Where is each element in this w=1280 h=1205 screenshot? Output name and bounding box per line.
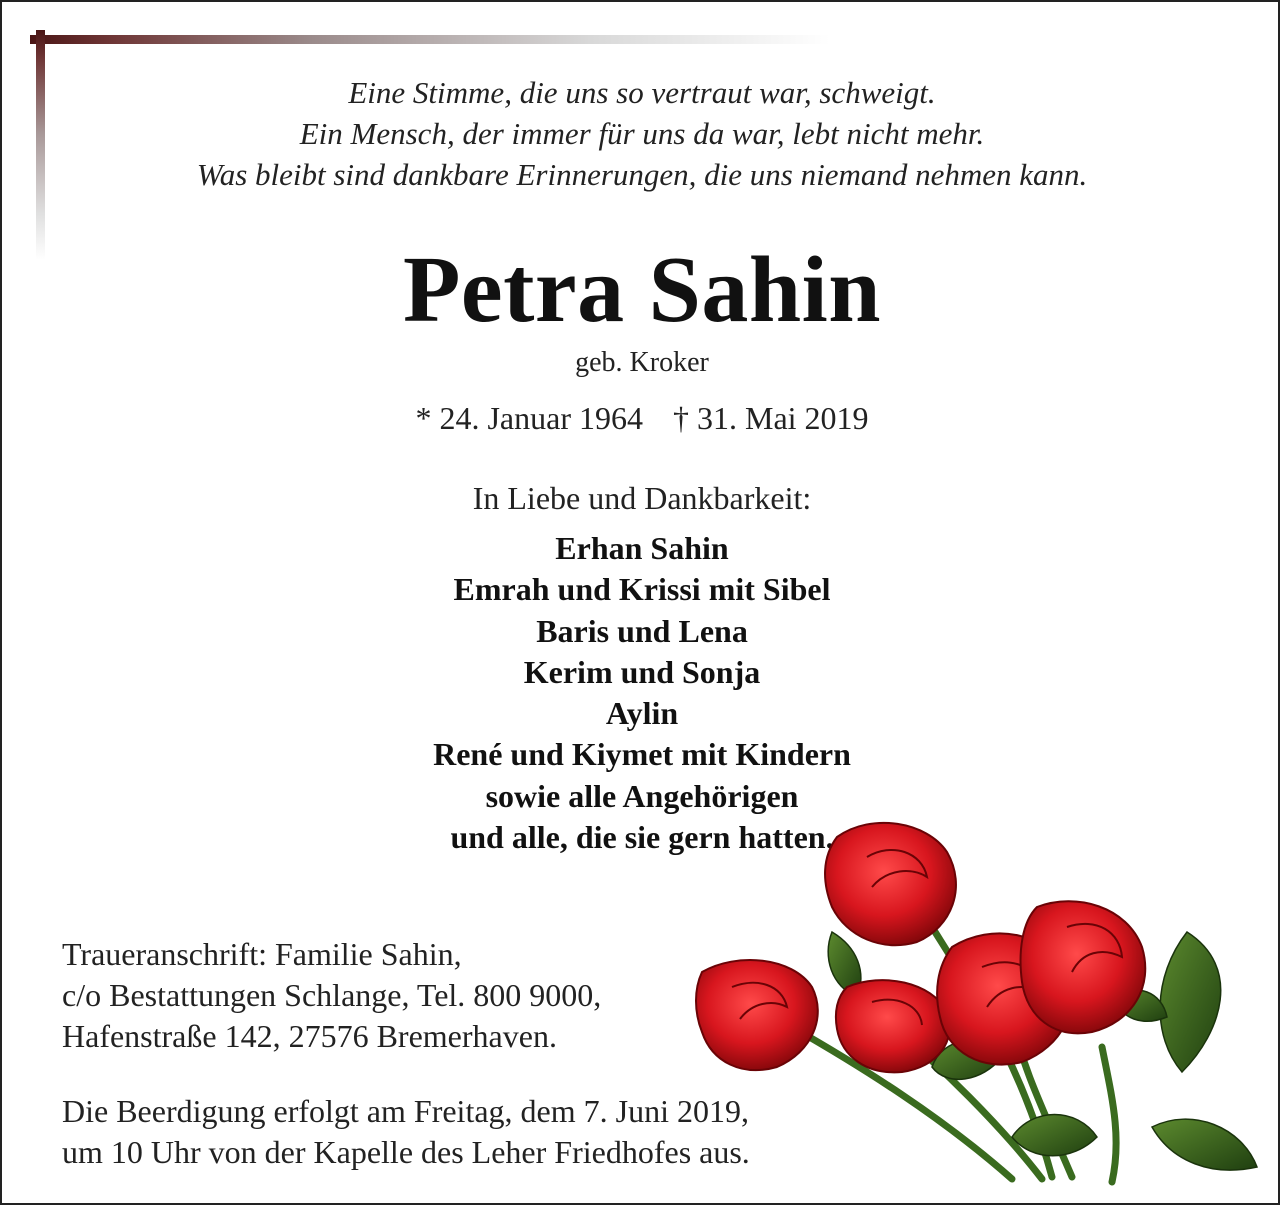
birth-date: * 24. Januar 1964 [415, 400, 643, 436]
life-dates [2, 398, 1280, 438]
address-line: c/o Bestattungen Schlange, Tel. 800 9000, [62, 977, 602, 1013]
funeral-line: Die Beerdigung erfolgt am Freitag, dem 7. Juni 2019, [62, 1093, 749, 1129]
verse-line: Ein Mensch, der immer für uns da war, lebt nicht mehr. [299, 116, 985, 151]
mourner-line: Aylin [605, 695, 679, 732]
memorial-verse [2, 72, 1280, 195]
mourners-intro: In Liebe und Dankbarkeit: [472, 480, 812, 516]
mourner-line: Baris und Lena [536, 612, 748, 649]
mourner-line: Kerim und Sonja [523, 653, 761, 690]
funeral-line: um 10 Uhr von der Kapelle des Leher Friedhofes aus. [62, 1134, 750, 1170]
birth-name: geb. Kroker [575, 347, 709, 378]
red-roses-illustration [682, 807, 1262, 1197]
mourner-line: sowie alle Angehörigen [485, 777, 799, 814]
death-date: † 31. Mai 2019 [672, 400, 869, 436]
mourner-line: René und Kiymet mit Kindern [433, 736, 851, 773]
mourner-line: und alle, die sie gern hatten. [450, 819, 834, 856]
funeral-notice [62, 1091, 750, 1173]
mourner-line: Emrah und Krissi mit Sibel [453, 571, 831, 608]
address-line: Traueranschrift: Familie Sahin, [62, 936, 462, 972]
cross-horizontal-bar [30, 35, 830, 44]
verse-line: Was bleibt sind dankbare Erinnerungen, die uns niemand nehmen kann. [196, 157, 1088, 192]
address-line: Hafenstraße 142, 27576 Bremerhaven. [62, 1018, 557, 1054]
verse-line: Eine Stimme, die uns so vertraut war, schweigt. [348, 75, 936, 110]
mourning-address [62, 934, 601, 1057]
mourner-line: Erhan Sahin [555, 530, 729, 566]
deceased-name: Petra Sahin [402, 238, 882, 342]
